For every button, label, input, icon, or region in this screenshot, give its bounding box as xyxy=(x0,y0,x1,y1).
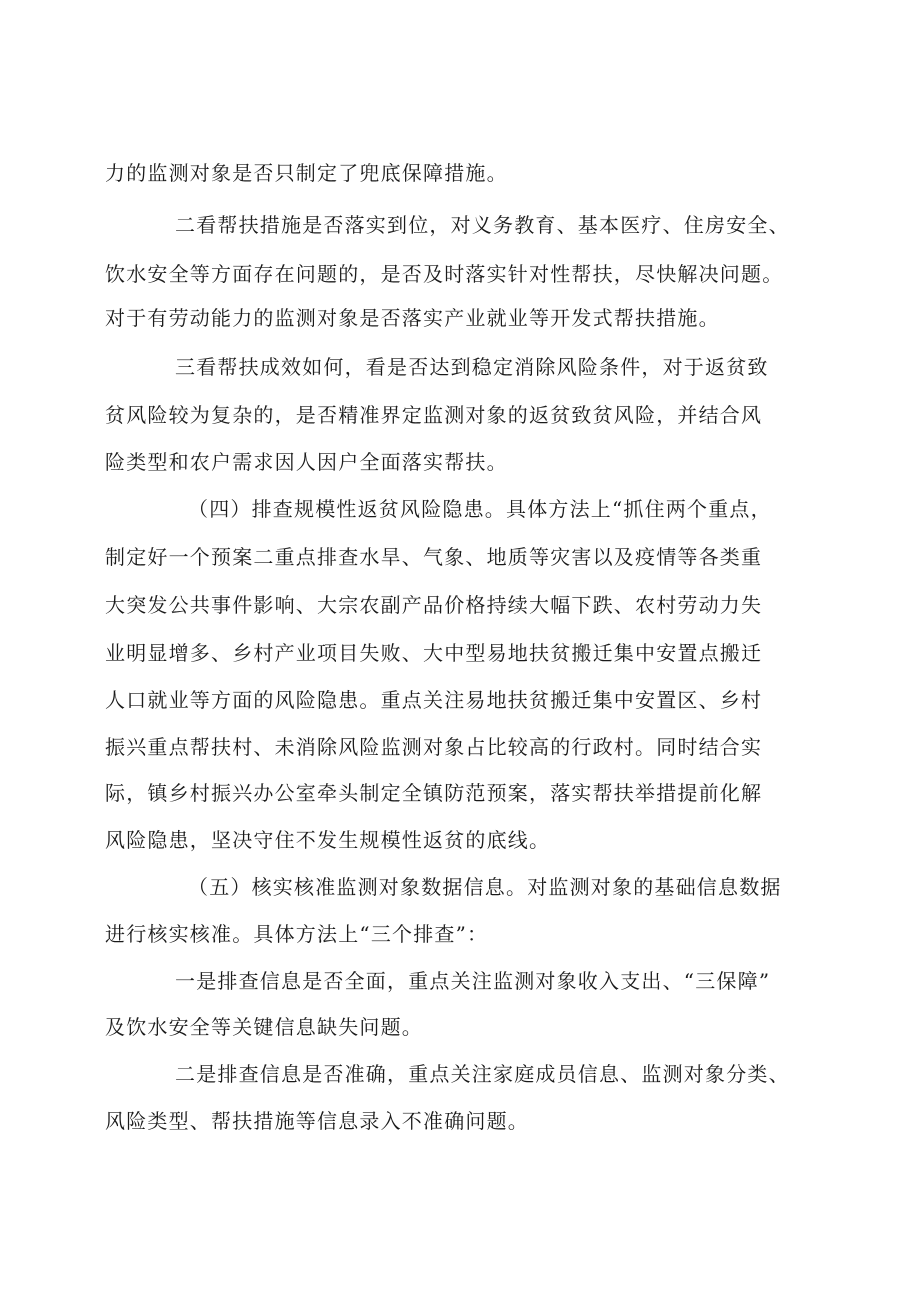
text-line: 风险类型、帮扶措施等信息录入不准确问题。 xyxy=(105,1109,529,1133)
text-line: 及饮水安全等关键信息缺失问题。 xyxy=(105,1015,423,1039)
text-line: 业明显增多、乡村产业项目失败、大中型易地扶贫搬迁集中安置点搬迁 xyxy=(105,641,763,665)
text-line: （四）排查规模性返贫风险隐患。具体方法上“抓住两个重点， xyxy=(188,497,772,521)
text-line: 风险隐患，坚决守住不发生规模性返贫的底线。 xyxy=(105,828,551,852)
text-line: 力的监测对象是否只制定了兜底保障措施。 xyxy=(105,161,508,185)
text-line: 三看帮扶成效如何，看是否达到稳定消除风险条件，对于返贫致 xyxy=(175,355,769,379)
text-line: 一是排查信息是否全面，重点关注监测对象收入支出、“三保障” xyxy=(175,969,771,993)
text-line: 制定好一个预案二重点排查水旱、气象、地质等灾害以及疫情等各类重 xyxy=(105,545,763,569)
text-line: 险类型和农户需求因人因户全面落实帮扶。 xyxy=(105,450,508,474)
text-line: 进行核实核准。具体方法上“三个排查”： xyxy=(105,922,489,946)
text-line: 二是排查信息是否准确，重点关注家庭成员信息、监测对象分类、 xyxy=(175,1062,790,1086)
text-line: 大突发公共事件影响、大宗农副产品价格持续大幅下跌、农村劳动力失 xyxy=(105,593,763,617)
text-line: 二看帮扶措施是否落实到位，对义务教育、基本医疗、住房安全、 xyxy=(175,213,790,237)
text-line: 对于有劳动能力的监测对象是否落实产业就业等开发式帮扶措施。 xyxy=(105,306,720,330)
text-line: 饮水安全等方面存在问题的，是否及时落实针对性帮扶，尽快解决问题。 xyxy=(105,262,784,286)
text-line: （五）核实核准监测对象数据信息。对监测对象的基础信息数据 xyxy=(188,875,782,899)
text-line: 人口就业等方面的风险隐患。重点关注易地扶贫搬迁集中安置区、乡村 xyxy=(105,688,763,712)
text-line: 际，镇乡村振兴办公室牵头制定全镇防范预案，落实帮扶举措提前化解 xyxy=(105,781,763,805)
text-line: 振兴重点帮扶村、未消除风险监测对象占比较高的行政村。同时结合实 xyxy=(105,735,763,759)
text-line: 贫风险较为复杂的，是否精准界定监测对象的返贫致贫风险，并结合风 xyxy=(105,403,763,427)
